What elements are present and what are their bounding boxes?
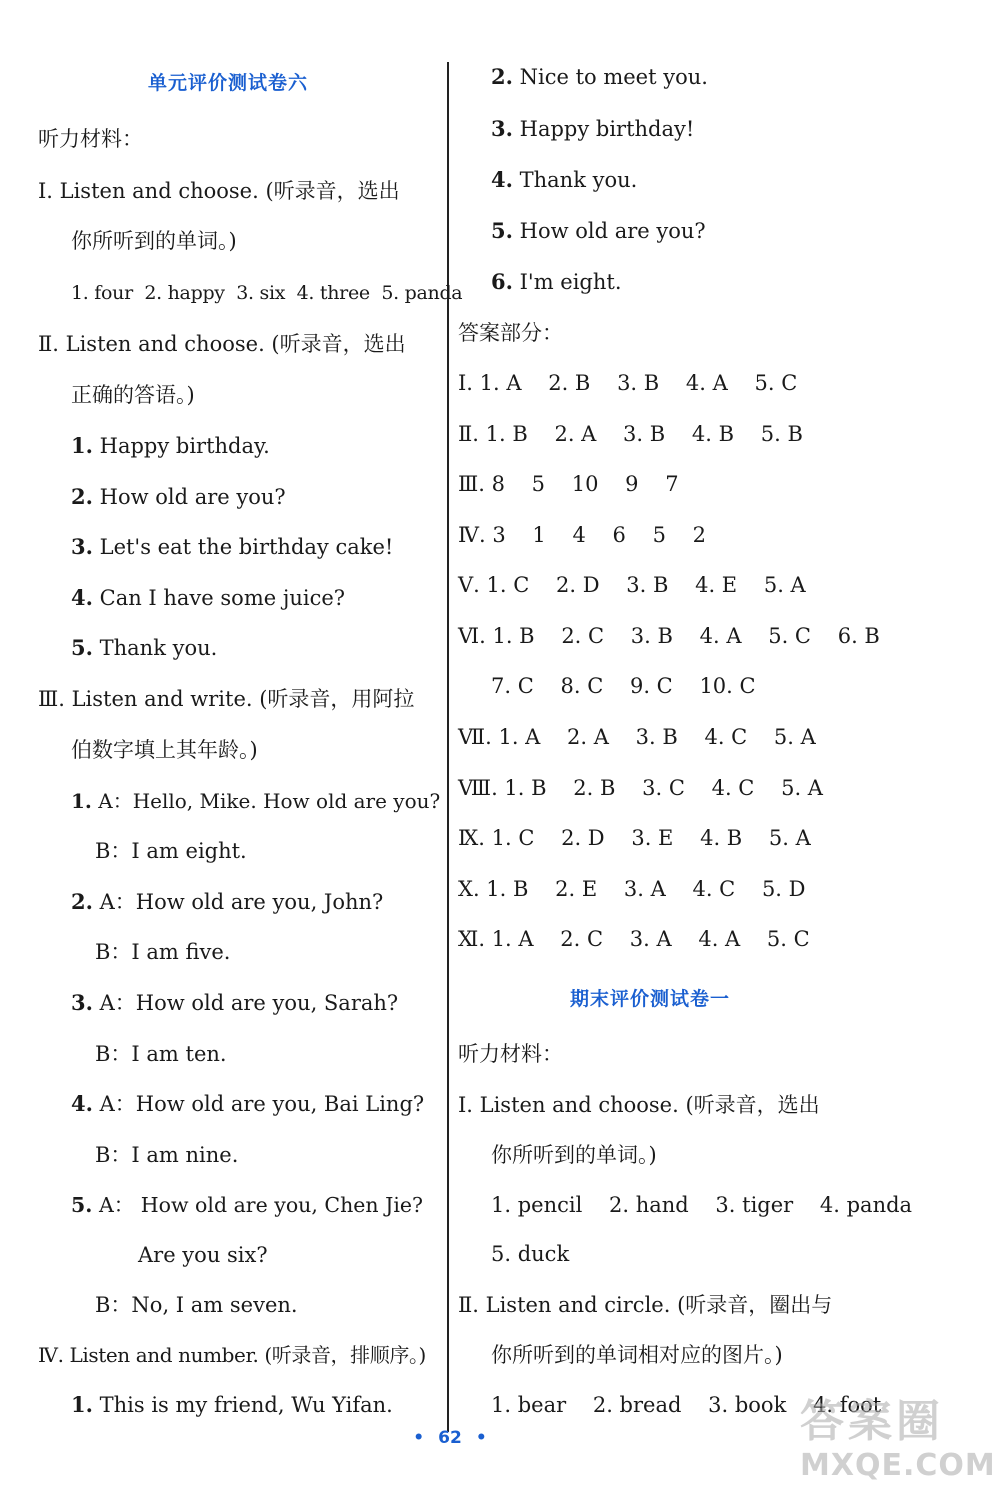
speaker-b-line: B：I am ten. (95, 1042, 227, 1066)
item-text: How old are you? (99, 485, 286, 509)
word: 3. six (236, 282, 286, 304)
item-text: Thank you. (519, 168, 638, 192)
bullet-icon: • (475, 1428, 487, 1448)
s2-heading-cont: 正确的答语。) (71, 383, 195, 407)
watermark (800, 1396, 996, 1492)
speaker-a-line: A：How old are you, Sarah? (99, 991, 399, 1015)
bullet-icon: • (413, 1428, 425, 1448)
list-item (491, 116, 694, 142)
speaker-a-line: A：Hello, Mike. How old are you? (98, 789, 441, 813)
item-number: 2. (491, 64, 513, 89)
answer-row: Ⅳ. 3 1 4 6 5 2 (458, 523, 707, 547)
speaker-b-line: B：I am five. (95, 940, 231, 964)
answer-row: Ⅸ. 1. C 2. D 3. E 4. B 5. A (458, 826, 811, 850)
word-list: 5. duck (491, 1242, 570, 1266)
speaker-a-line: A： How old are you, Chen Jie? (98, 1193, 424, 1217)
f1-heading-cont: 你所听到的单词。) (491, 1143, 657, 1167)
s4-heading: Ⅳ. Listen and number. (听录音，排顺序。) (38, 1343, 426, 1367)
list-item (71, 635, 217, 661)
section-title: 单元评价测试卷六 (148, 72, 309, 94)
s1-word-list (71, 280, 462, 306)
item-number: 1. (71, 433, 93, 458)
answer-row: Ⅺ. 1. A 2. C 3. A 4. A 5. C (458, 927, 810, 951)
item-text: Let's eat the birthday cake! (99, 535, 394, 559)
item-number: 5. (491, 218, 513, 243)
answer-row: Ⅵ. 1. B 2. C 3. B 4. A 5. C 6. B (458, 624, 880, 648)
word: 2. happy (144, 282, 225, 304)
item-text: This is my friend, Wu Yifan. (99, 1393, 393, 1417)
s1-heading: Ⅰ. Listen and choose. (听录音，选出 (38, 179, 400, 203)
list-item (71, 1392, 393, 1418)
item-number: 4. (71, 1091, 93, 1116)
item-text: Happy birthday! (519, 117, 695, 141)
watermark-logo: 答案圈 (800, 1396, 944, 1447)
word: 1. four (71, 282, 133, 304)
section-title: 期末评价测试卷一 (570, 988, 731, 1010)
list-item (71, 534, 393, 560)
answer-row: Ⅲ. 8 5 10 9 7 (458, 472, 679, 496)
f1-heading: Ⅰ. Listen and choose. (听录音，选出 (458, 1093, 820, 1117)
item-number: 4. (491, 167, 513, 192)
answer-label: 答案部分： (458, 321, 563, 345)
f2-heading-cont: 你所听到的单词相对应的图片。) (491, 1343, 783, 1367)
item-number: 4. (71, 585, 93, 610)
item-text: I'm eight. (519, 270, 622, 294)
item-text: Nice to meet you. (519, 65, 708, 89)
word-list: 1. bear 2. bread 3. book 4. foot (491, 1393, 882, 1417)
item-number: 1. (71, 789, 92, 813)
list-item (71, 484, 286, 510)
answer-row: Ⅹ. 1. B 2. E 3. A 4. C 5. D (458, 877, 806, 901)
answer-row: Ⅱ. 1. B 2. A 3. B 4. B 5. B (458, 422, 803, 446)
listening-label: 听力材料： (458, 1042, 563, 1066)
s3-heading-cont: 伯数字填上其年龄。) (71, 738, 258, 762)
answer-row: Ⅶ. 1. A 2. A 3. B 4. C 5. A (458, 725, 816, 749)
list-item (491, 167, 637, 193)
f2-heading: Ⅱ. Listen and circle. (听录音，圈出与 (458, 1293, 833, 1317)
speaker-a-line: A：How old are you, John? (99, 890, 384, 914)
s2-heading: Ⅱ. Listen and choose. (听录音，选出 (38, 332, 406, 356)
answer-row-cont: 7. C 8. C 9. C 10. C (491, 674, 756, 698)
speaker-b-line: B：I am nine. (95, 1143, 239, 1167)
column-divider (447, 62, 449, 1432)
word: 4. three (296, 282, 370, 304)
dialogue-line (71, 889, 383, 915)
s1-heading-cont: 你所听到的单词。) (71, 229, 237, 253)
item-text: How old are you? (519, 219, 706, 243)
listening-label: 听力材料： (38, 127, 143, 151)
list-item (71, 585, 345, 611)
page-number: • 62 • (413, 1428, 487, 1448)
watermark-url: MXQE.COM (800, 1448, 996, 1483)
list-item (491, 64, 708, 90)
item-number: 3. (71, 534, 93, 559)
item-number: 2. (71, 889, 93, 914)
answer-row: Ⅴ. 1. C 2. D 3. B 4. E 5. A (458, 573, 806, 597)
word: 5. panda (381, 282, 463, 304)
item-text: Happy birthday. (99, 434, 270, 458)
speaker-a-line: A：How old are you, Bai Ling? (99, 1092, 425, 1116)
dialogue-line (71, 788, 440, 814)
speaker-b-line: B：No, I am seven. (95, 1293, 298, 1317)
list-item (491, 218, 706, 244)
speaker-b-line: B：I am eight. (95, 839, 247, 863)
answer-row: Ⅰ. 1. A 2. B 3. B 4. A 5. C (458, 371, 798, 395)
list-item (491, 269, 622, 295)
dialogue-line (71, 990, 398, 1016)
list-item (71, 433, 270, 459)
item-number: 2. (71, 484, 93, 509)
item-number: 3. (491, 116, 513, 141)
dialogue-line (71, 1091, 424, 1117)
item-number: 5. (71, 635, 93, 660)
answer-row: Ⅷ. 1. B 2. B 3. C 4. C 5. A (458, 776, 823, 800)
s3-heading: Ⅲ. Listen and write. (听录音，用阿拉 (38, 687, 415, 711)
item-text: Thank you. (99, 636, 218, 660)
item-number: 6. (491, 269, 513, 294)
item-number: 5. (71, 1193, 93, 1217)
dialogue-line (71, 1192, 423, 1218)
item-text: Can I have some juice? (99, 586, 346, 610)
word-list: 1. pencil 2. hand 3. tiger 4. panda (491, 1193, 913, 1217)
item-number: 3. (71, 990, 93, 1015)
speaker-a-line-cont: Are you six? (138, 1243, 268, 1267)
item-number: 1. (71, 1392, 93, 1417)
